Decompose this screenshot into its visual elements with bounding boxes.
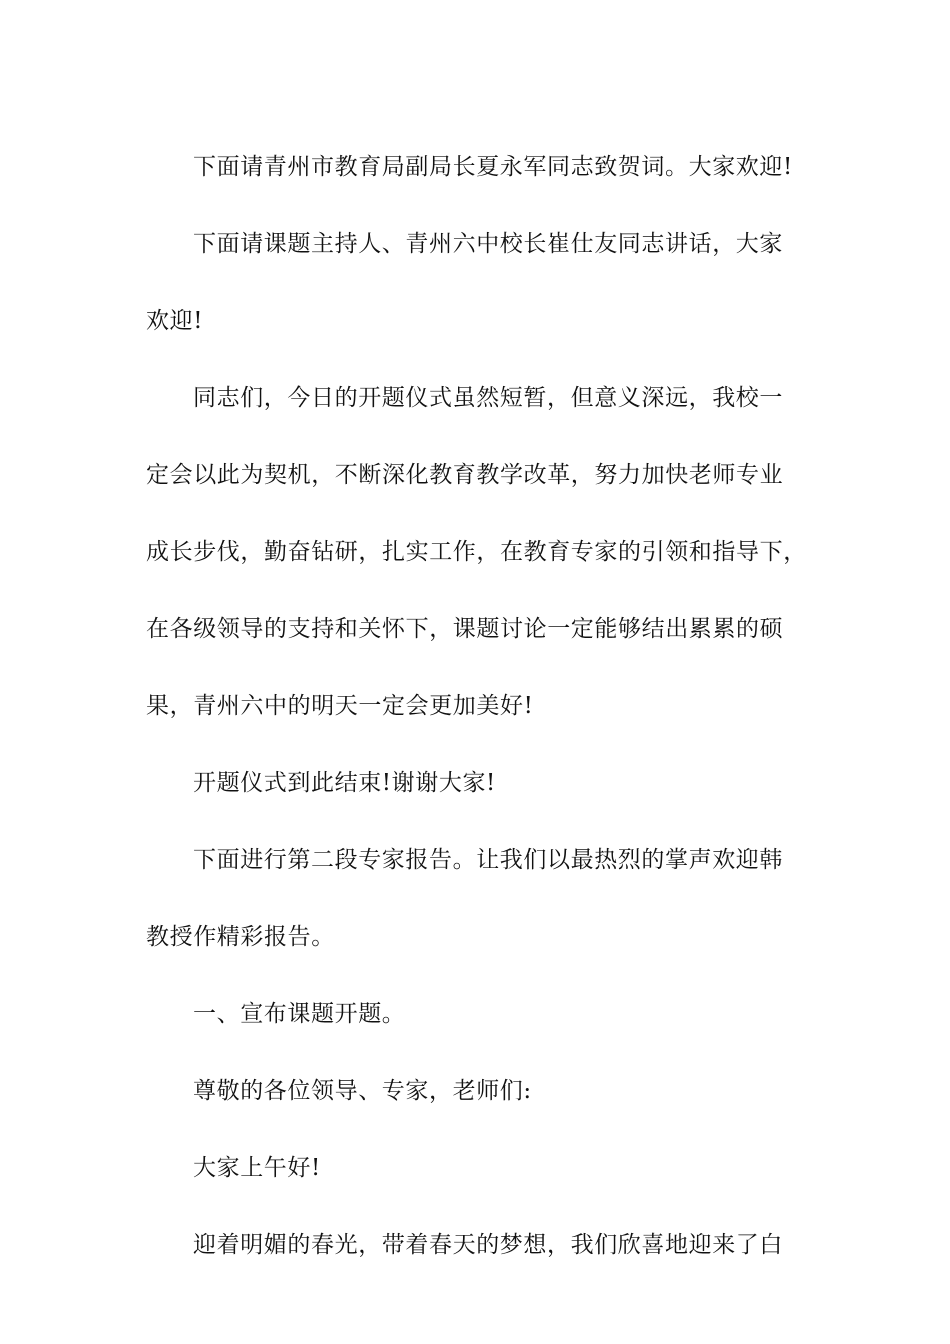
text-line: 果，青州六中的明天一定会更加美好! (146, 693, 534, 719)
text-line: 大家上午好! (193, 1155, 321, 1181)
text-line: 教授作精彩报告。 (146, 924, 335, 950)
document-body (146, 129, 826, 1284)
text-line: 欢迎! (146, 308, 204, 334)
text-line: 开题仪式到此结束!谢谢大家! (193, 770, 496, 796)
text-line: 迎着明媚的春光，带着春天的梦想，我们欣喜地迎来了白 (193, 1232, 783, 1258)
text-line: 尊敬的各位领导、专家，老师们: (193, 1078, 532, 1104)
text-line: 成长步伐，勤奋钻研，扎实工作，在教育专家的引领和指导下， (146, 539, 807, 565)
text-line: 下面请青州市教育局副局长夏永军同志致贺词。大家欢迎! (193, 154, 793, 180)
text-line: 一、宣布课题开题。 (193, 1001, 406, 1027)
text-line: 定会以此为契机，不断深化教育教学改革，努力加快老师专业 (146, 462, 784, 488)
text-line: 在各级领导的支持和关怀下，课题讨论一定能够结出累累的硕 (146, 616, 784, 642)
text-line: 下面进行第二段专家报告。让我们以最热烈的掌声欢迎韩 (193, 847, 783, 873)
text-line: 下面请课题主持人、青州六中校长崔仕友同志讲话，大家 (193, 231, 783, 257)
text-line: 同志们，今日的开题仪式虽然短暂，但意义深远，我校一 (193, 385, 783, 411)
